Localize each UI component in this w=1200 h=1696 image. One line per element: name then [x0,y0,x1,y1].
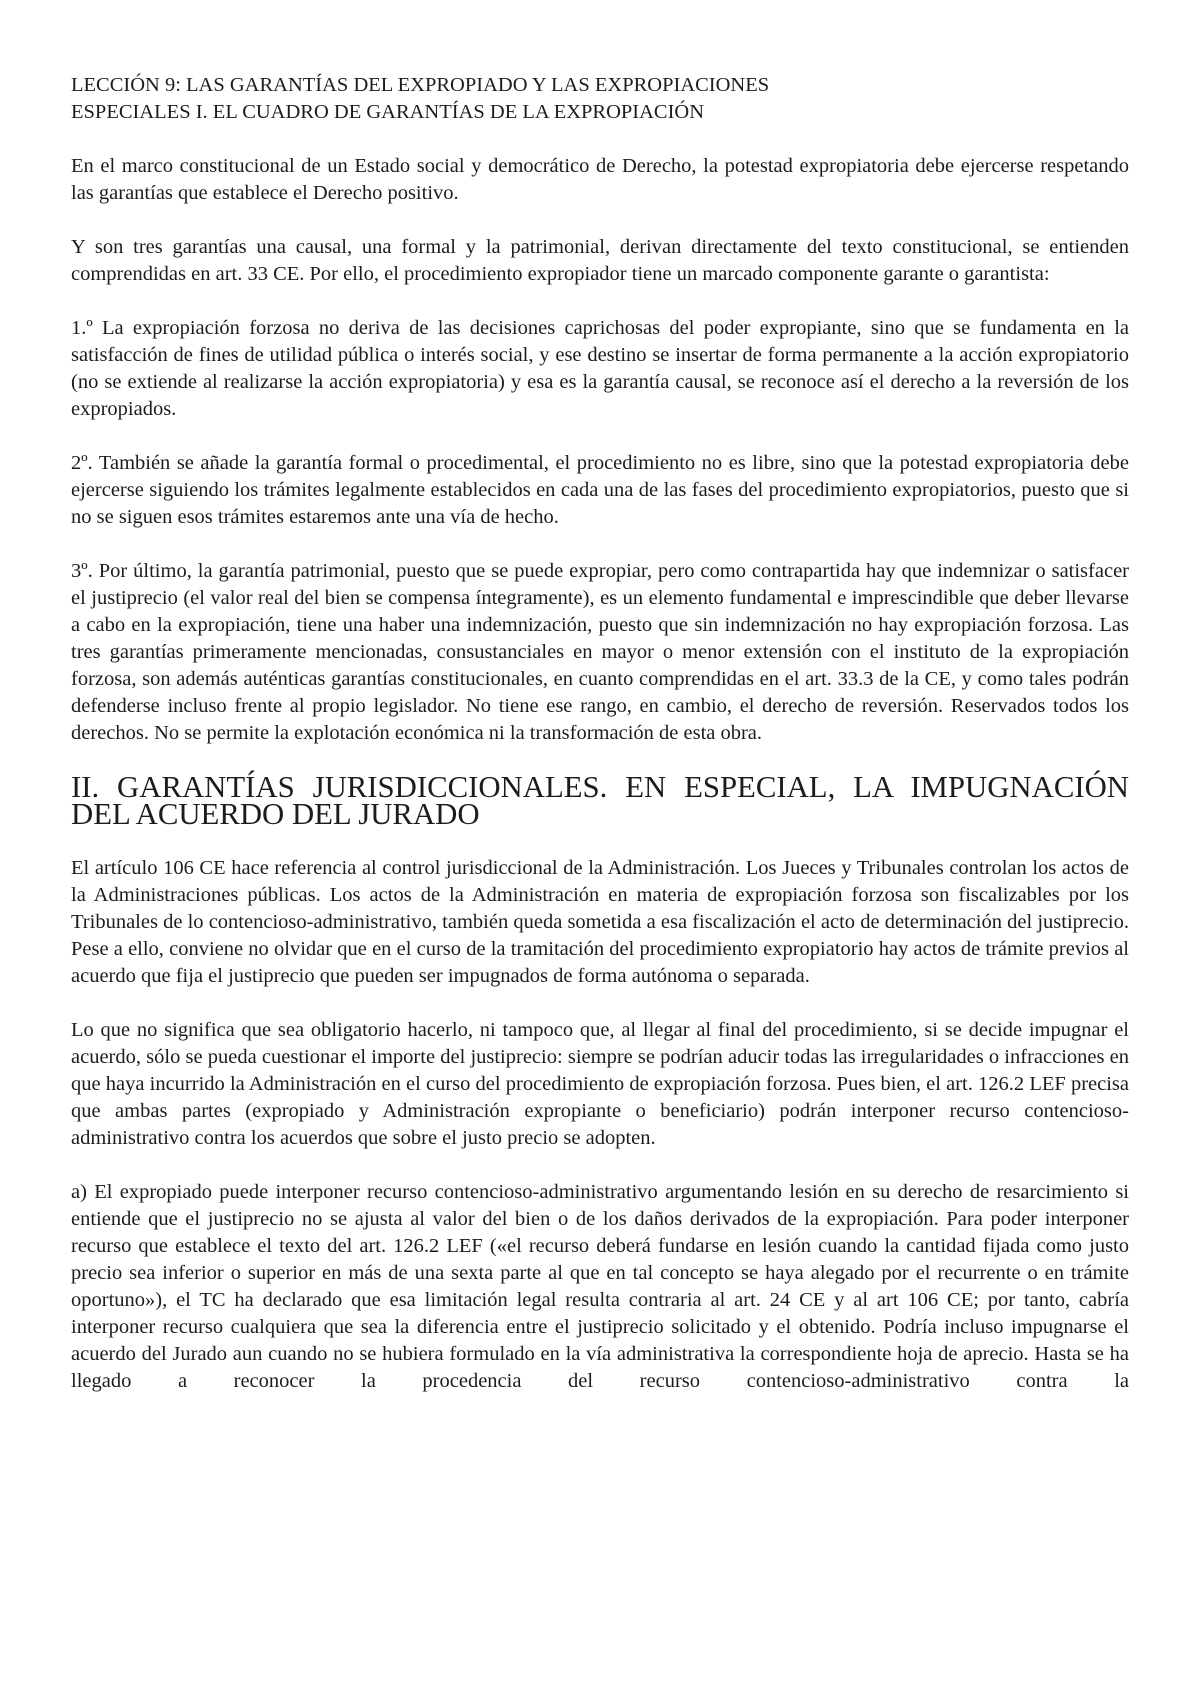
lesson-title-line-1: LECCIÓN 9: LAS GARANTÍAS DEL EXPROPIADO Y LAS EXPROPIACIONES [71,74,770,96]
section-heading-jurisdictional: II. GARANTÍAS JURISDICCIONALES. EN ESPECIAL, LA IMPUGNACIÓN DEL ACUERDO DEL JURADO [71,770,1129,831]
lesson-title-line-2: ESPECIALES I. EL CUADRO DE GARANTÍAS DE LA EXPROPIACIÓN [71,101,705,123]
paragraph-expropriated-appeal: a) El expropiado puede interponer recurso contencioso-administrativo argumentando lesión en su derecho de resarcimiento si entiende que el justiprecio no se ajusta al valor del bien o de los daños derivados de la expropiación. Para poder interponer recurso que establece el texto del art. 126.2 LEF («el recurso deberá fundarse en lesión cuando la cantidad fijada como justo precio sea inferior o superior en más de una sexta parte al que en tal concepto se haya alegado por el recurrente o en trámite oportuno»), el TC ha declarado que esa limitación legal resulta contraria al art. 24 CE y al art 106 CE; por tanto, cabría interponer recurso cualquiera que sea la diferencia entre el justiprecio solicitado y el obtenido. Podría incluso impugnarse el acuerdo del Jurado aun cuando no se hubiera formulado en la vía administrativa la correspondiente hoja de aprecio. Hasta se ha llegado a reconocer la procedencia del recurso contencioso-administrativo contra la [71,1181,1129,1392]
lesson-title [71,72,1129,126]
paragraph-causal-guarantee: 1.º La expropiación forzosa no deriva de las decisiones caprichosas del poder expropiante, sino que se fundamenta en la satisfacción de fines de utilidad pública o interés social, y ese destino se insertar de forma permanente a la acción expropiatorio (no se extiende al realizarse la acción expropiatoria) y esa es la garantía causal, se reconoce así el derecho a la reversión de los expropiados. [71,317,1129,420]
paragraph-patrimonial-guarantee: 3º. Por último, la garantía patrimonial, puesto que se puede expropiar, pero como contrapartida hay que indemnizar o satisfacer el justiprecio (el valor real del bien se compensa íntegramente), es un elemento fundamental e imprescindible que deber llevarse a cabo en la expropiación, tiene una haber una indemnización, puesto que sin indemnización no hay expropiación forzosa. Las tres garantías primeramente mencionadas, consustanciales en mayor o menor extensión con el instituto de la expropiación forzosa, son además auténticas garantías constitucionales, en cuanto comprendidas en el art. 33.3 de la CE, y como tales podrán defenderse incluso frente al propio legislador. No tiene ese rango, en cambio, el derecho de reversión. Reservados todos los derechos. No se permite la explotación económica ni la transformación de esta obra. [71,560,1129,744]
paragraph-impugnation: Lo que no significa que sea obligatorio hacerlo, ni tampoco que, al llegar al final del procedimiento, si se decide impugnar el acuerdo, sólo se pueda cuestionar el importe del justiprecio: siempre se podrían aducir todas las irregularidades o infracciones en que haya incurrido la Administración en el curso del procedimiento de expropiación forzosa. Pues bien, el art. 126.2 LEF precisa que ambas partes (expropiado y Administración expropiante o beneficiario) podrán interponer recurso contencioso-administrativo contra los acuerdos que sobre el justo precio se adopten. [71,1019,1129,1149]
paragraph-formal-guarantee: 2º. También se añade la garantía formal o procedimental, el procedimiento no es libre, sino que la potestad expropiatoria debe ejercerse siguiendo los trámites legalmente establecidos en cada una de las fases del procedimiento expropiatorios, puesto que si no se siguen esos trámites estaremos ante una vía de hecho. [71,452,1129,528]
paragraph-three-guarantees: Y son tres garantías una causal, una formal y la patrimonial, derivan directamente del texto constitucional, se entienden comprendidas en art. 33 CE. Por ello, el procedimiento expropiador tiene un marcado componente garante o garantista: [71,236,1129,285]
paragraph-article-106: El artículo 106 CE hace referencia al control jurisdiccional de la Administración. Los Jueces y Tribunales controlan los actos de la Administraciones públicas. Los actos de la Administración en materia de expropiación forzosa son fiscalizables por los Tribunales de lo contencioso-administrativo, también queda sometida a esa fiscalización el acto de determinación del justiprecio. Pese a ello, conviene no olvidar que en el curso de la tramitación del procedimiento expropiatorio hay actos de trámite previos al acuerdo que fija el justiprecio que pueden ser impugnados de forma autónoma o separada. [71,857,1129,987]
paragraph-intro: En el marco constitucional de un Estado social y democrático de Derecho, la potestad expropiatoria debe ejercerse respetando las garantías que establece el Derecho positivo. [71,155,1129,204]
